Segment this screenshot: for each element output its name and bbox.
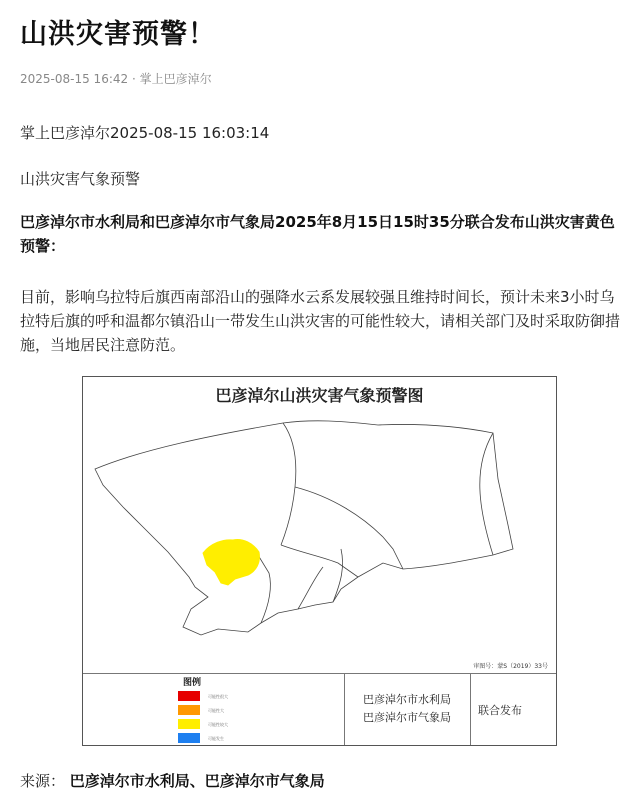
source-account-link[interactable]: 掌上巴彦淖尔	[139, 72, 212, 86]
article-source	[20, 770, 325, 791]
district-border-river	[298, 567, 323, 609]
article-body: 目前，影响乌拉特后旗西南部沿山的强降水云系发展较强且维持时间长，预计未来3小时乌拉特后旗的呼和温都尔镇沿山一带发生山洪灾害的可能性较大，请相关部门及时采取防御措施，当地居民注意防范。	[20, 288, 621, 354]
district-border-north	[281, 423, 296, 545]
issuing-agencies	[345, 673, 471, 746]
meta-separator: ·	[131, 72, 136, 86]
article-title: 山洪灾害预警！	[20, 19, 216, 50]
legend-label: 可能性较大	[208, 722, 228, 727]
agency-weather-bureau: 巴彦淖尔市气象局	[363, 711, 451, 724]
region-outline	[95, 421, 513, 635]
article-meta	[20, 70, 212, 87]
map-title: 巴彦淖尔山洪灾害气象预警图	[215, 386, 424, 405]
map-approval-number: 审图号：蒙S（2019）33号	[473, 663, 548, 670]
legend-swatch	[178, 705, 200, 715]
legend-label: 可能性很大	[208, 694, 228, 699]
article-lead-bold: 巴彦淖尔市水利局和巴彦淖尔市气象局2025年8月15日15时35分联合发布山洪灾害黄色预警：	[20, 213, 615, 255]
publish-date: 2025-08-15 16:42	[20, 72, 129, 86]
legend-swatch	[178, 691, 200, 701]
warning-area-yellow	[203, 540, 259, 585]
article-byline: 掌上巴彦淖尔2025-08-15 16:03:14	[20, 124, 270, 142]
warning-map-figure	[82, 376, 557, 746]
source-label: 来源：	[20, 772, 66, 790]
source-value: 巴彦淖尔市水利局、巴彦淖尔市气象局	[69, 772, 325, 790]
district-border-central	[295, 487, 403, 569]
legend-label: 可能发生	[208, 736, 224, 741]
legend-swatch	[178, 719, 200, 729]
joint-publish-label: 联合发布	[478, 704, 522, 717]
agency-water-bureau: 巴彦淖尔市水利局	[363, 693, 451, 706]
legend-swatch	[178, 733, 200, 743]
warning-map	[83, 377, 557, 673]
legend-label: 可能性大	[208, 708, 224, 713]
district-border-south	[258, 555, 270, 623]
district-border-east	[480, 433, 493, 555]
map-legend	[83, 673, 345, 746]
legend-title: 图例	[183, 678, 202, 688]
article-heading: 山洪灾害气象预警	[20, 170, 141, 188]
